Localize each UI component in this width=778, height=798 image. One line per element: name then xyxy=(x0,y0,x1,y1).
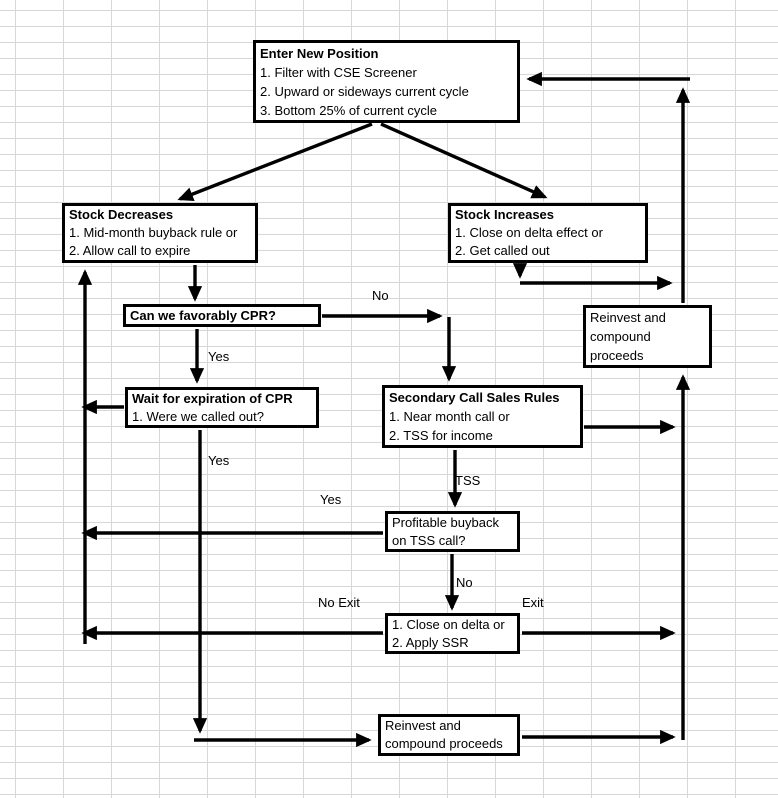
edge-enter-to-stock-decreases xyxy=(180,124,372,199)
node-reinvest-right-line: compound xyxy=(590,329,651,344)
node-secondary-call-rules-line: 2. TSS for income xyxy=(389,428,493,443)
node-close-delta-line: 1. Close on delta or xyxy=(392,617,505,632)
node-stock-decreases-title: Stock Decreases xyxy=(69,207,174,222)
node-cpr-question xyxy=(123,304,321,327)
node-close-delta-line: 2. Apply SSR xyxy=(392,634,469,650)
edge-label-tss: TSS xyxy=(455,473,481,488)
node-stock-increases-line: 2. Get called out xyxy=(455,243,550,258)
node-reinvest-right-line: Reinvest and xyxy=(590,310,666,325)
edge-label-no-profitable: No xyxy=(456,575,473,590)
node-secondary-call-rules-title: Secondary Call Sales Rules xyxy=(389,390,560,405)
edge-label-yes-cpr: Yes xyxy=(208,349,230,364)
node-wait-expiration-line: 1. Were we called out? xyxy=(132,408,264,424)
node-stock-increases-title: Stock Increases xyxy=(455,207,555,222)
node-reinvest-bottom-line: Reinvest and xyxy=(385,718,461,733)
node-reinvest-bottom-line: compound proceeds xyxy=(385,736,503,751)
node-enter-new-position-title: Enter New Position xyxy=(260,46,379,61)
edge-label-no-exit: No Exit xyxy=(318,595,360,610)
edge-label-exit: Exit xyxy=(522,595,544,610)
edge-label-yes-called-out: Yes xyxy=(208,453,230,468)
node-cpr-question-title: Can we favorably CPR? xyxy=(130,308,276,323)
node-stock-decreases-line: 1. Mid-month buyback rule or xyxy=(69,225,238,240)
node-stock-decreases xyxy=(62,203,258,263)
node-profitable-buyback-line: on TSS call? xyxy=(392,532,466,548)
node-close-delta xyxy=(385,613,520,654)
node-wait-expiration xyxy=(125,387,319,428)
edge-label-no-cpr: No xyxy=(372,288,389,303)
node-enter-new-position-line: 1. Filter with CSE Screener xyxy=(260,65,417,80)
node-stock-increases xyxy=(448,203,648,263)
node-reinvest-right-line: proceeds xyxy=(590,348,644,363)
node-wait-expiration-title: Wait for expiration of CPR xyxy=(132,391,293,406)
node-secondary-call-rules-line: 1. Near month call or xyxy=(389,409,510,424)
node-stock-increases-line: 1. Close on delta effect or xyxy=(455,225,603,240)
node-enter-new-position-line: 2. Upward or sideways current cycle xyxy=(260,84,469,99)
node-profitable-buyback xyxy=(385,511,520,552)
node-reinvest-bottom xyxy=(378,714,520,756)
node-enter-new-position xyxy=(253,40,520,123)
node-secondary-call-rules xyxy=(382,385,583,448)
edge-enter-to-stock-increases xyxy=(381,124,545,197)
node-enter-new-position-line: 3. Bottom 25% of current cycle xyxy=(260,103,438,118)
edge-label-yes-profitable: Yes xyxy=(320,492,342,507)
node-stock-decreases-line: 2. Allow call to expire xyxy=(69,243,191,258)
node-reinvest-right xyxy=(583,305,712,368)
node-profitable-buyback-line: Profitable buyback xyxy=(392,515,499,530)
